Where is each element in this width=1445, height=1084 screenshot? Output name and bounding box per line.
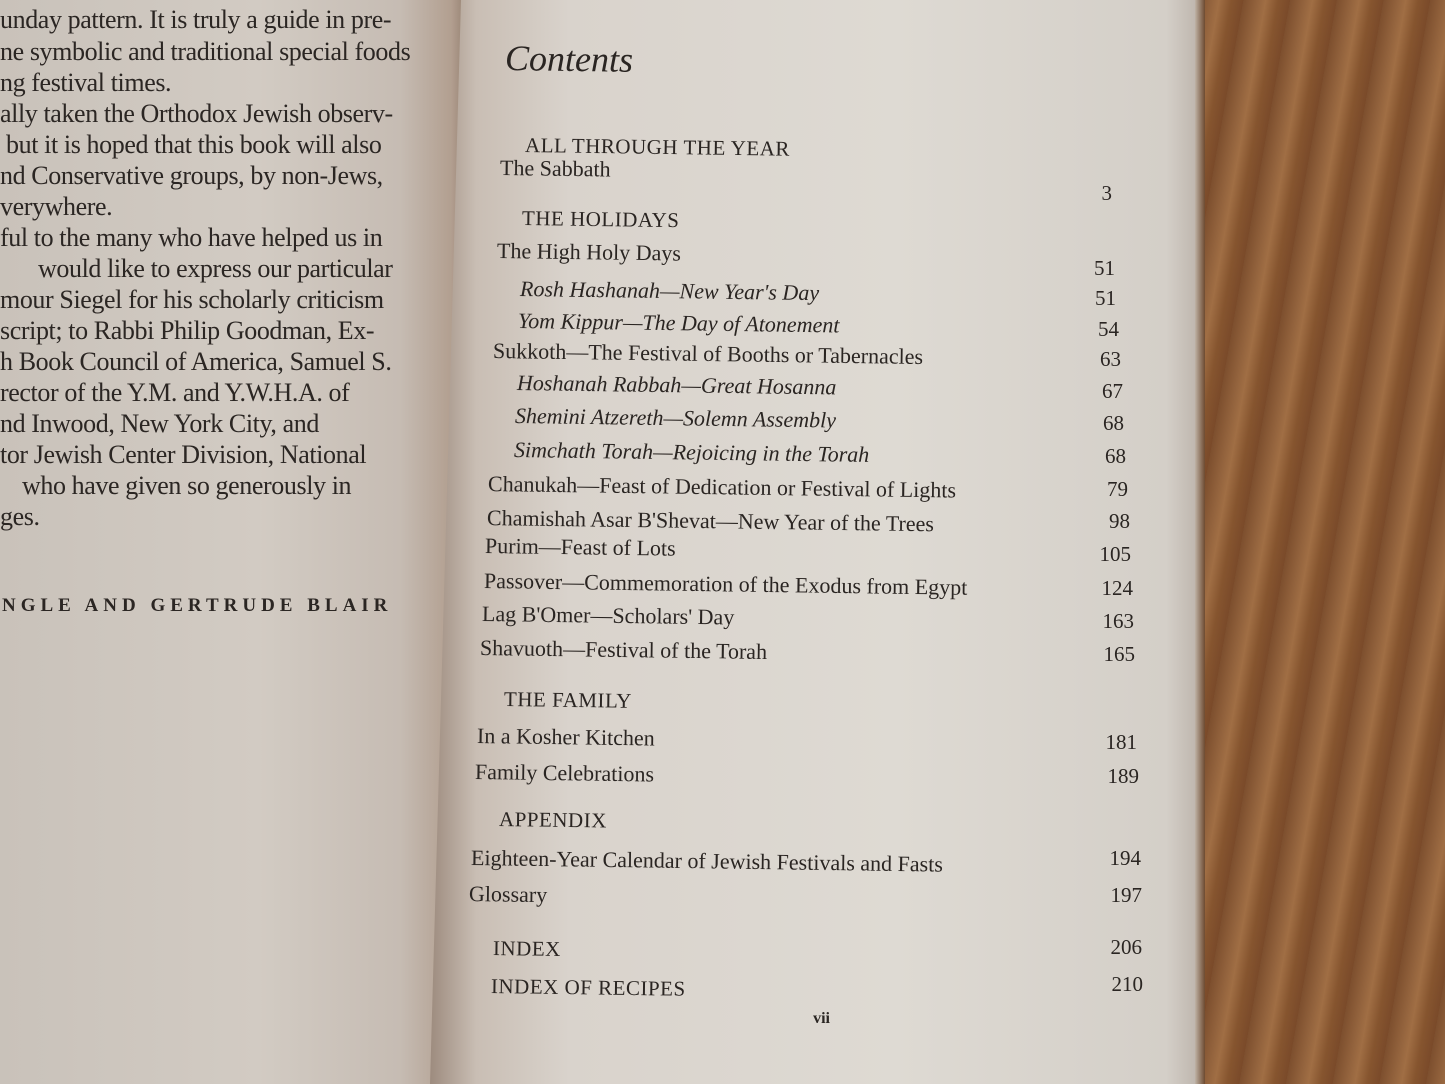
body-text-line: ne symbolic and traditional special foods	[0, 37, 411, 66]
toc-entry-label: Chamishah Asar B'Shevat—New Year of the Trees	[486, 505, 935, 537]
toc-entry-label: Glossary	[468, 881, 548, 908]
body-text-line: ges.	[0, 502, 40, 531]
toc-entry-label: The High Holy Days	[496, 238, 682, 266]
body-text-line: who have given so generously in	[22, 471, 352, 500]
body-text-line: ng festival times.	[0, 68, 172, 97]
toc-page-number: 194	[1109, 846, 1141, 870]
toc-page-number: 68	[1105, 444, 1126, 468]
toc-page-number: 67	[1102, 379, 1123, 403]
toc-page-number: 165	[1103, 642, 1135, 666]
toc-entry-label: Sukkoth—The Festival of Booths or Tabernacles	[492, 338, 924, 370]
toc-entry-label: Rosh Hashanah—New Year's Day	[519, 276, 820, 306]
toc-entry-label: Eighteen-Year Calendar of Jewish Festivals and Fasts	[470, 845, 944, 877]
body-text-line: nd Inwood, New York City, and	[0, 409, 319, 438]
toc-entry-label: Shavuoth—Festival of the Torah	[479, 635, 768, 665]
toc-entry-label: Simchath Torah—Rejoicing in the Torah	[513, 437, 870, 467]
toc-page-number: 210	[1111, 972, 1143, 996]
body-text-line: rector of the Y.M. and Y.W.H.A. of	[0, 378, 350, 407]
page-edge	[1195, 0, 1205, 1084]
body-text-line: script; to Rabbi Philip Goodman, Ex-	[0, 316, 375, 345]
body-text-line: tor Jewish Center Division, National	[0, 440, 367, 469]
author-signature: NGLE AND GERTRUDE BLAIR	[2, 595, 393, 616]
left-page	[0, 0, 470, 1084]
toc-page-number: 63	[1100, 347, 1121, 371]
toc-entry-label: ALL THROUGH THE YEAR	[524, 133, 791, 161]
toc-entry-label: Passover—Commemoration of the Exodus from Egypt	[483, 568, 968, 600]
toc-page-number: 189	[1107, 764, 1139, 788]
toc-entry-label: Yom Kippur—The Day of Atonement	[517, 308, 840, 338]
toc-entry-label: Family Celebrations	[474, 759, 655, 787]
toc-page-number: 98	[1109, 509, 1130, 533]
toc-entry-label: Hoshanah Rabbah—Great Hosanna	[516, 370, 837, 400]
toc-page-number: 68	[1103, 411, 1124, 435]
toc-page-number: 197	[1110, 883, 1142, 907]
body-text-line: but it is hoped that this book will also	[6, 130, 382, 159]
toc-entry-label: THE HOLIDAYS	[521, 206, 680, 233]
toc-entry-label: Shemini Atzereth—Solemn Assembly	[514, 403, 837, 433]
toc-entry-label: INDEX	[492, 936, 561, 961]
body-text-line: ally taken the Orthodox Jewish observ-	[0, 99, 393, 128]
toc-entry-label: Chanukah—Feast of Dedication or Festival of Lights	[487, 471, 957, 503]
toc-entry-label: Purim—Feast of Lots	[484, 533, 676, 561]
toc-page-number: 206	[1110, 935, 1142, 959]
contents-title: Contents	[504, 38, 634, 80]
toc-page-number: 105	[1099, 542, 1131, 566]
body-text-line: h Book Council of America, Samuel S.	[0, 347, 392, 376]
toc-page-number: 51	[1094, 256, 1115, 280]
toc-entry-label: Lag B'Omer—Scholars' Day	[481, 601, 735, 630]
toc-entry-label: INDEX OF RECIPES	[490, 974, 686, 1001]
body-text-line: ful to the many who have helped us in	[0, 223, 383, 252]
body-text-line: unday pattern. It is truly a guide in pre-	[0, 5, 392, 34]
body-text-line: verywhere.	[0, 192, 113, 221]
toc-page-number: 163	[1102, 609, 1134, 633]
toc-page-number: 124	[1101, 576, 1133, 600]
toc-page-number: 181	[1105, 730, 1137, 754]
toc-page-number: 79	[1107, 477, 1128, 501]
toc-entry-label: The Sabbath	[499, 155, 611, 182]
toc-page-number: 54	[1098, 317, 1119, 341]
toc-entry-label: APPENDIX	[498, 807, 608, 833]
toc-page-number: 51	[1095, 286, 1116, 310]
body-text-line: would like to express our particular	[38, 254, 393, 283]
toc-entry-label: THE FAMILY	[503, 687, 633, 713]
body-text-line: nd Conservative groups, by non-Jews,	[0, 161, 383, 190]
toc-entry-label: In a Kosher Kitchen	[476, 723, 655, 751]
body-text-line: mour Siegel for his scholarly criticism	[0, 285, 384, 314]
page-folio: vii	[813, 1010, 830, 1027]
toc-page-number: 3	[1101, 181, 1112, 205]
